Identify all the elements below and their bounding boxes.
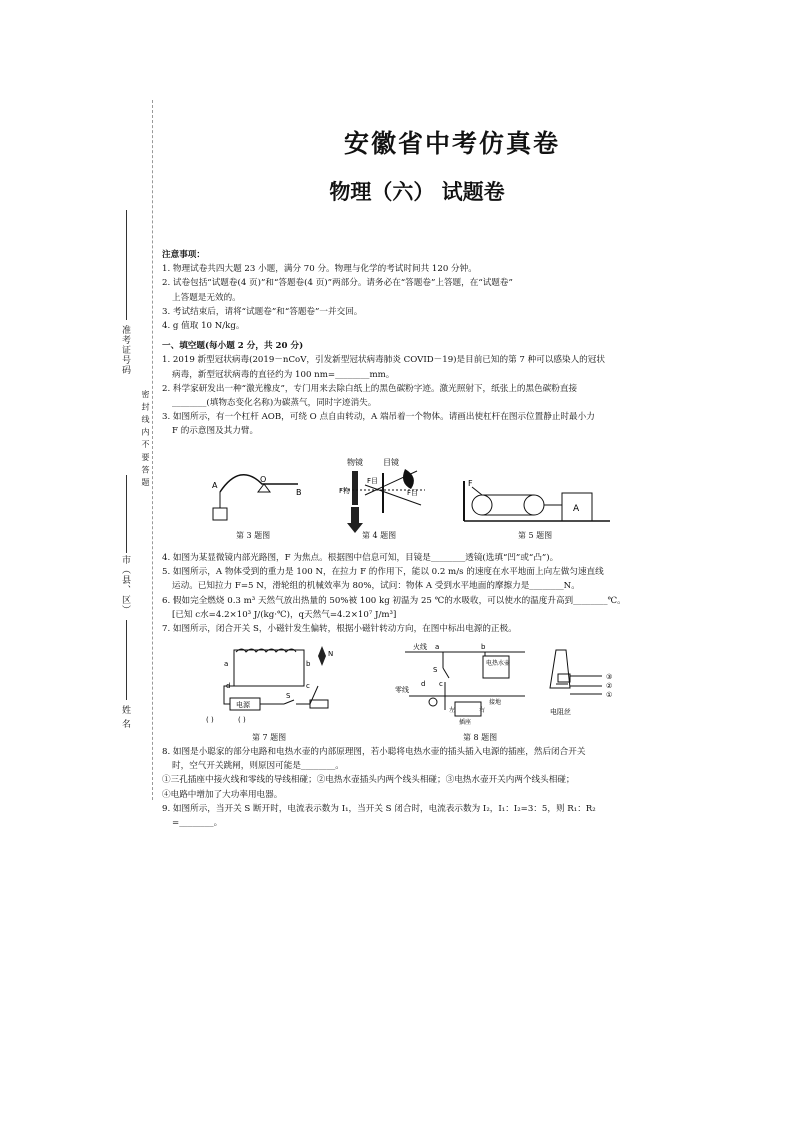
question-line: 4. 如图为某显微镜内部光路图，F 为焦点。根据图中信息可知，目镜是________透镜(选填“凹”或“凸”)。 bbox=[162, 553, 559, 563]
figure-8 bbox=[395, 640, 535, 728]
svg-text:火线: 火线 bbox=[413, 643, 427, 651]
district-line bbox=[126, 475, 127, 553]
socket bbox=[455, 702, 481, 716]
question-line: 5. 如图所示，A 物体受到的重力是 100 N，在拉力 F 的作用下，能以 0.2 m/s 的速度在水平地面上向左做匀速直线 bbox=[162, 567, 604, 578]
svg-text:接地: 接地 bbox=[489, 699, 502, 706]
question-line: 7. 如图所示，闭合开关 S，小磁针发生偏转，根据小磁针转动方向，在图中标出电源的正极。 bbox=[162, 624, 517, 635]
question-line: ①三孔插座中接火线和零线的导线相碰；②电热水壶插头内两个线头相碰；③电热水壶开关内两个线头相碰； bbox=[162, 775, 575, 786]
label-fobj: F物 bbox=[339, 487, 351, 495]
svg-text:a: a bbox=[224, 660, 229, 668]
svg-text:a: a bbox=[435, 643, 440, 651]
question-line: F 的示意图及其力臂。 bbox=[172, 426, 259, 437]
svg-text:b: b bbox=[306, 660, 311, 668]
svg-text:插座: 插座 bbox=[459, 719, 472, 726]
label-feye: F目 bbox=[367, 477, 379, 485]
svg-text:N: N bbox=[328, 650, 334, 658]
figure-5 bbox=[462, 477, 612, 527]
exam-body bbox=[162, 248, 702, 439]
figure-7 bbox=[200, 642, 340, 730]
svg-text:左: 左 bbox=[449, 707, 456, 714]
fig8-caption: 第 8 题图 bbox=[463, 733, 498, 742]
svg-text:③: ③ bbox=[606, 673, 613, 681]
page-title: 安徽省中考仿真卷 bbox=[343, 129, 560, 158]
label-eyepiece: 目镜 bbox=[383, 458, 399, 467]
figure-4 bbox=[335, 455, 445, 537]
question-line: 8. 如图是小聪家的部分电路和电热水壶的内部原理图，若小聪将电热水壶的插头插入电源的插座，然后闭合开关 bbox=[162, 747, 586, 757]
dark-arrow bbox=[347, 507, 363, 533]
ticket-line bbox=[126, 210, 127, 320]
district-label: 市（县、区） bbox=[120, 555, 130, 615]
label-a: A bbox=[212, 481, 218, 490]
note-item: 2. 试卷包括“试题卷(4 页)”和“答题卷(4 页)”两部分。请务必在“答题卷”上答题，在“试题卷” bbox=[162, 278, 513, 289]
section-heading: 一、填空题(每小题 2 分，共 20 分) bbox=[162, 341, 304, 352]
label-b: B bbox=[296, 488, 302, 497]
question-line: ④电路中增加了大功率用电器。 bbox=[162, 789, 283, 800]
svg-text:①: ① bbox=[606, 691, 613, 699]
fig3-caption: 第 3 题图 bbox=[236, 531, 271, 540]
label-o: O bbox=[260, 475, 267, 484]
fulcrum bbox=[258, 484, 270, 492]
svg-text:电源: 电源 bbox=[236, 701, 250, 709]
name-label: 姓 名 bbox=[120, 705, 130, 729]
question-line: 2. 科学家研发出一种“激光橡皮”，专门用来去除白纸上的黑色碳粉字迹。激光照射下，纸张上的黑色碳粉直接 bbox=[162, 383, 578, 394]
svg-text:S: S bbox=[286, 692, 291, 700]
note-item: 4. g 值取 10 N/kg。 bbox=[162, 321, 245, 332]
objective-lens bbox=[352, 471, 358, 505]
question-line: 时，空气开关跳闸，则原因可能是________。 bbox=[172, 761, 344, 772]
name-line bbox=[126, 620, 127, 700]
question-line: 病毒，新型冠状病毒的直径约为 100 nm=________mm。 bbox=[172, 369, 395, 380]
question-line: 运动。已知拉力 F=5 N，滑轮组的机械效率为 80%，试问：物体 A 受到水平地面的摩擦力是________N。 bbox=[172, 581, 580, 592]
label-f: F bbox=[468, 479, 473, 488]
compass-needle bbox=[318, 646, 326, 666]
svg-text:电热水壶: 电热水壶 bbox=[486, 660, 511, 667]
exam-body-3 bbox=[162, 745, 702, 830]
ticket-label: 准考证号码 bbox=[120, 325, 130, 375]
note-item: 1. 物理试卷共四大题 23 小题，满分 70 分。物理与化学的考试时间共 120 分钟。 bbox=[162, 264, 477, 275]
svg-text:b: b bbox=[481, 643, 486, 651]
svg-text:d: d bbox=[226, 682, 231, 690]
seal-text: 密 封 线 内 不 要 答 题 bbox=[141, 390, 150, 487]
svg-text:零线: 零线 bbox=[395, 686, 409, 694]
notes-heading: 注意事项： bbox=[162, 250, 205, 260]
label-objective: 物镜 bbox=[347, 458, 363, 467]
note-item: 3. 考试结束后，请将“试题卷”和“答题卷”一并交回。 bbox=[162, 306, 363, 317]
note-item: 上答题是无效的。 bbox=[172, 292, 241, 303]
figure-kettle bbox=[540, 648, 620, 718]
pulley-left bbox=[472, 495, 492, 515]
question-line: 3. 如图所示，有一个杠杆 AOB，可绕 O 点自由转动，A 端吊着一个物体。请画出使杠杆在图示位置静止时最小力 bbox=[162, 412, 595, 423]
question-line: 6. 假如完全燃烧 0.3 m³ 天然气放出热量的 50%被 100 kg 初温为 25 ℃的水吸收，可以使水的温度升高到________℃。 bbox=[162, 595, 626, 606]
hanging-block bbox=[213, 508, 227, 520]
question-line: =________。 bbox=[172, 818, 223, 829]
question-line: ________(填物态变化名称)为碳蒸气，同时字迹消失。 bbox=[172, 398, 377, 409]
svg-text:( ): ( ) bbox=[206, 716, 214, 724]
svg-text:c: c bbox=[439, 680, 443, 688]
label-feye2: F目 bbox=[407, 489, 419, 497]
svg-text:右: 右 bbox=[479, 707, 486, 714]
fig5-caption: 第 5 题图 bbox=[518, 531, 553, 540]
fig4-caption: 第 4 题图 bbox=[362, 531, 397, 540]
svg-text:( ): ( ) bbox=[238, 716, 246, 724]
question-line: 1. 2019 新型冠状病毒(2019－nCoV，引发新型冠状病毒肺炎 COVID－19)是目前已知的第 7 种可以感染人的冠状 bbox=[162, 355, 605, 366]
exam-body-2 bbox=[162, 551, 702, 636]
question-line: 9. 如图所示，当开关 S 断开时，电流表示数为 I₁，当开关 S 闭合时，电流表示数为 I₂，I₁：I₂=3：5，则 R₁：R₂ bbox=[162, 803, 596, 814]
svg-text:电阻丝: 电阻丝 bbox=[550, 708, 571, 716]
figure-3 bbox=[200, 462, 310, 534]
pulley-right bbox=[524, 495, 544, 515]
svg-text:②: ② bbox=[606, 682, 613, 690]
page-subtitle: 物理（六） 试题卷 bbox=[329, 179, 505, 204]
question-line: [已知 c水=4.2×10³ J/(kg·℃)，q天然气=4.2×10⁷ J/m³] bbox=[172, 609, 397, 620]
svg-text:d: d bbox=[421, 680, 426, 688]
label-a: A bbox=[573, 504, 580, 514]
svg-text:c: c bbox=[306, 682, 310, 690]
margin-line bbox=[152, 100, 154, 800]
fig7-caption: 第 7 题图 bbox=[252, 733, 287, 742]
lever bbox=[220, 475, 298, 492]
svg-text:S: S bbox=[433, 666, 438, 674]
